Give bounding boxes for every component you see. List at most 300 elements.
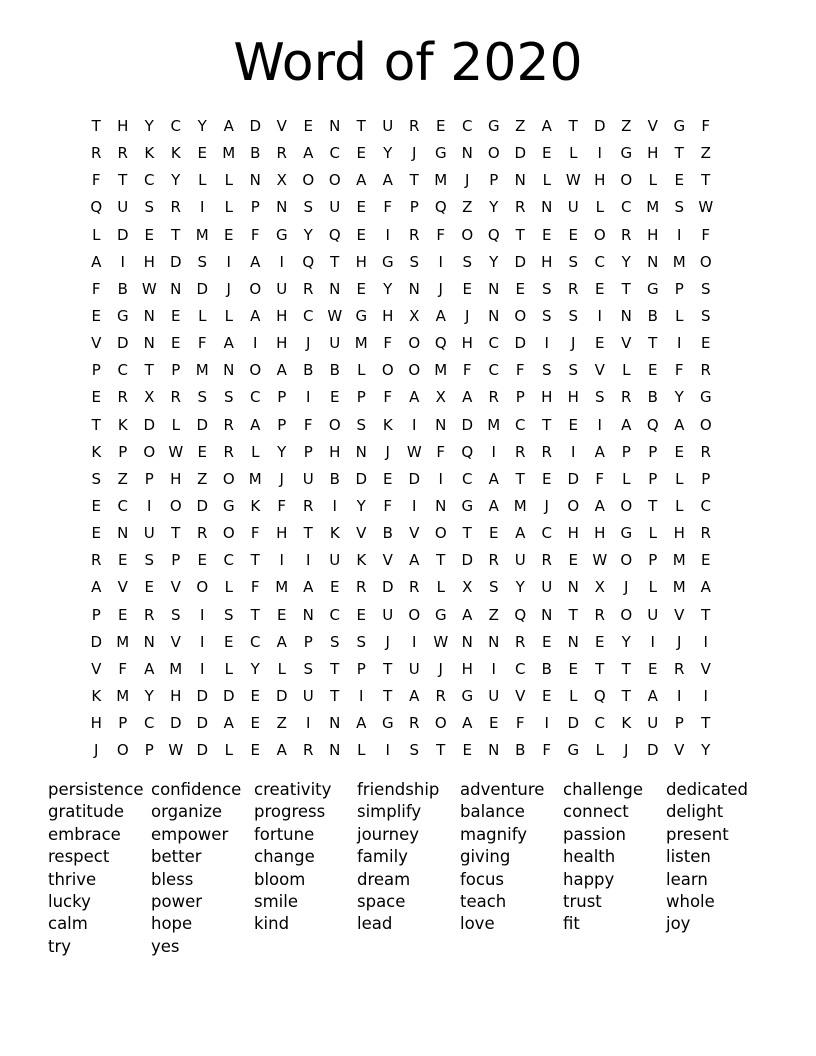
grid-letter[interactable]: F [515,714,525,733]
grid-letter[interactable]: G [222,496,235,515]
grid-letter[interactable]: N [541,605,553,624]
grid-letter[interactable]: C [117,361,128,380]
grid-letter[interactable]: N [408,279,420,298]
grid-letter[interactable]: C [329,605,340,624]
grid-letter[interactable]: X [435,388,446,407]
grid-letter[interactable]: A [276,361,287,380]
grid-letter[interactable]: I [200,659,205,678]
grid-letter[interactable]: P [91,361,101,380]
grid-letter[interactable]: S [568,252,579,271]
grid-letter[interactable]: Y [171,171,181,190]
grid-letter[interactable]: G [381,252,394,271]
grid-letter[interactable]: R [700,361,711,380]
grid-letter[interactable]: N [488,632,500,651]
grid-letter[interactable]: D [567,469,580,488]
grid-letter[interactable]: G [673,117,686,135]
grid-letter[interactable]: I [226,252,231,271]
grid-letter[interactable]: F [197,334,207,353]
grid-letter[interactable]: D [196,279,209,298]
grid-letter[interactable]: A [303,578,314,597]
grid-letter[interactable]: H [567,524,579,543]
grid-letter[interactable]: T [330,659,340,678]
grid-letter[interactable]: T [303,524,313,543]
grid-letter[interactable]: I [677,686,682,705]
grid-letter[interactable]: J [438,279,443,298]
grid-letter[interactable]: D [249,117,262,135]
grid-letter[interactable]: D [381,578,394,597]
grid-letter[interactable]: F [674,361,684,380]
grid-letter[interactable]: T [701,171,711,190]
grid-letter[interactable]: S [568,306,579,325]
grid-letter[interactable]: G [487,117,500,135]
grid-letter[interactable]: P [118,442,128,461]
grid-letter[interactable]: L [171,415,180,434]
grid-letter[interactable]: L [622,361,631,380]
grid-letter[interactable]: N [143,334,155,353]
grid-letter[interactable]: F [383,496,393,515]
grid-letter[interactable]: B [303,361,314,380]
grid-letter[interactable]: E [91,524,101,543]
grid-letter[interactable]: N [435,415,447,434]
grid-letter[interactable]: I [120,252,125,271]
grid-letter[interactable]: E [224,225,234,244]
grid-letter[interactable]: E [356,144,366,163]
grid-letter[interactable]: S [223,388,234,407]
grid-letter[interactable]: A [541,117,552,135]
grid-letter[interactable]: I [200,605,205,624]
grid-letter[interactable]: I [597,144,602,163]
grid-letter[interactable]: U [647,714,659,733]
grid-letter[interactable]: I [253,334,258,353]
grid-letter[interactable]: A [223,334,234,353]
grid-letter[interactable]: E [383,469,393,488]
grid-letter[interactable]: E [674,171,684,190]
grid-letter[interactable]: I [597,306,602,325]
grid-letter[interactable]: G [461,496,474,515]
grid-letter[interactable]: P [515,388,525,407]
grid-letter[interactable]: A [674,415,685,434]
grid-letter[interactable]: V [91,659,102,678]
grid-letter[interactable]: X [276,171,287,190]
grid-letter[interactable]: F [250,225,260,244]
grid-letter[interactable]: O [514,306,527,325]
grid-letter[interactable]: P [91,605,101,624]
grid-letter[interactable]: A [250,306,261,325]
grid-letter[interactable]: L [224,741,233,760]
grid-letter[interactable]: K [621,714,632,733]
grid-letter[interactable]: H [461,334,473,353]
grid-letter[interactable]: U [329,198,341,217]
grid-letter[interactable]: J [677,632,682,651]
grid-letter[interactable]: P [701,469,711,488]
grid-letter[interactable]: P [648,551,658,570]
grid-letter[interactable]: E [489,714,499,733]
grid-letter[interactable]: H [567,388,579,407]
grid-letter[interactable]: E [542,686,552,705]
grid-letter[interactable]: E [356,279,366,298]
grid-letter[interactable]: A [250,252,261,271]
grid-letter[interactable]: G [434,605,447,624]
grid-letter[interactable]: R [568,279,579,298]
grid-letter[interactable]: E [462,279,472,298]
grid-letter[interactable]: G [275,225,288,244]
grid-letter[interactable]: C [329,144,340,163]
grid-letter[interactable]: L [224,306,233,325]
grid-letter[interactable]: R [223,442,234,461]
grid-letter[interactable]: T [250,551,260,570]
grid-letter[interactable]: M [434,361,448,380]
grid-letter[interactable]: R [170,198,181,217]
grid-letter[interactable]: D [222,686,235,705]
grid-letter[interactable]: H [541,252,553,271]
grid-letter[interactable]: Y [621,632,631,651]
grid-letter[interactable]: R [303,741,314,760]
grid-letter[interactable]: B [647,388,658,407]
grid-letter[interactable]: A [647,686,658,705]
grid-letter[interactable]: T [144,361,154,380]
grid-letter[interactable]: N [143,306,155,325]
grid-letter[interactable]: S [303,659,314,678]
grid-letter[interactable]: F [91,171,101,190]
grid-letter[interactable]: B [515,741,526,760]
grid-letter[interactable]: C [223,551,234,570]
grid-letter[interactable]: O [302,171,315,190]
grid-letter[interactable]: C [515,415,526,434]
grid-letter[interactable]: R [594,605,605,624]
grid-letter[interactable]: D [169,714,182,733]
grid-letter[interactable]: V [356,524,367,543]
grid-letter[interactable]: E [462,741,472,760]
grid-letter[interactable]: J [279,469,284,488]
grid-letter[interactable]: T [701,714,711,733]
grid-letter[interactable]: N [355,442,367,461]
grid-letter[interactable]: K [356,551,367,570]
grid-letter[interactable]: I [200,198,205,217]
grid-letter[interactable]: P [621,442,631,461]
grid-letter[interactable]: F [383,334,393,353]
grid-letter[interactable]: N [567,578,579,597]
grid-letter[interactable]: P [674,714,684,733]
grid-letter[interactable]: O [249,361,262,380]
grid-letter[interactable]: O [699,252,712,271]
grid-letter[interactable]: S [700,306,711,325]
grid-letter[interactable]: E [648,659,658,678]
grid-letter[interactable]: D [196,496,209,515]
grid-letter[interactable]: C [541,524,552,543]
grid-letter[interactable]: J [412,144,417,163]
grid-letter[interactable]: U [382,605,394,624]
grid-letter[interactable]: Y [621,252,631,271]
grid-letter[interactable]: N [647,252,659,271]
grid-letter[interactable]: K [91,442,102,461]
grid-letter[interactable]: U [488,686,500,705]
grid-letter[interactable]: E [568,659,578,678]
grid-letter[interactable]: T [118,171,128,190]
grid-letter[interactable]: L [648,171,657,190]
grid-letter[interactable]: S [356,415,367,434]
grid-letter[interactable]: X [144,388,155,407]
grid-letter[interactable]: I [544,714,549,733]
grid-letter[interactable]: I [306,714,311,733]
grid-letter[interactable]: U [514,551,526,570]
grid-letter[interactable]: H [276,306,288,325]
grid-letter[interactable]: H [647,225,659,244]
grid-letter[interactable]: L [277,659,286,678]
grid-letter[interactable]: C [488,361,499,380]
grid-letter[interactable]: I [438,469,443,488]
grid-letter[interactable]: E [250,741,260,760]
grid-letter[interactable]: D [514,144,527,163]
grid-letter[interactable]: E [277,605,287,624]
grid-letter[interactable]: D [408,469,421,488]
grid-letter[interactable]: T [542,415,552,434]
grid-letter[interactable]: Y [303,225,313,244]
grid-letter[interactable]: U [329,334,341,353]
grid-letter[interactable]: J [571,334,576,353]
grid-letter[interactable]: E [171,334,181,353]
grid-letter[interactable]: L [675,306,684,325]
grid-letter[interactable]: P [250,198,260,217]
grid-letter[interactable]: J [465,171,470,190]
grid-letter[interactable]: Y [144,117,154,135]
grid-letter[interactable]: A [409,388,420,407]
grid-letter[interactable]: F [303,415,313,434]
grid-letter[interactable]: A [435,306,446,325]
grid-letter[interactable]: E [648,361,658,380]
grid-letter[interactable]: I [677,334,682,353]
grid-letter[interactable]: D [461,415,474,434]
grid-letter[interactable]: R [541,442,552,461]
grid-letter[interactable]: F [118,659,128,678]
grid-letter[interactable]: R [515,198,526,217]
grid-letter[interactable]: W [698,198,714,217]
grid-letter[interactable]: I [412,496,417,515]
grid-letter[interactable]: G [381,714,394,733]
grid-letter[interactable]: T [595,659,605,678]
grid-letter[interactable]: C [144,714,155,733]
grid-letter[interactable]: A [488,496,499,515]
grid-letter[interactable]: E [356,225,366,244]
grid-letter[interactable]: L [357,741,366,760]
grid-letter[interactable]: E [250,714,260,733]
grid-letter[interactable]: M [513,496,527,515]
grid-letter[interactable]: N [117,524,129,543]
grid-letter[interactable]: S [462,252,473,271]
grid-letter[interactable]: Z [515,117,526,135]
grid-letter[interactable]: N [329,279,341,298]
grid-letter[interactable]: L [224,198,233,217]
grid-letter[interactable]: R [541,551,552,570]
grid-letter[interactable]: I [650,632,655,651]
grid-letter[interactable]: C [488,334,499,353]
grid-letter[interactable]: G [699,388,712,407]
grid-letter[interactable]: R [223,415,234,434]
grid-letter[interactable]: R [91,551,102,570]
grid-letter[interactable]: E [144,225,154,244]
grid-letter[interactable]: L [648,524,657,543]
grid-letter[interactable]: O [169,496,182,515]
grid-letter[interactable]: R [303,496,314,515]
grid-letter[interactable]: N [223,361,235,380]
grid-letter[interactable]: G [461,686,474,705]
grid-letter[interactable]: M [487,415,501,434]
grid-letter[interactable]: N [461,144,473,163]
grid-letter[interactable]: O [593,225,606,244]
grid-letter[interactable]: O [620,496,633,515]
grid-letter[interactable]: V [382,551,393,570]
grid-letter[interactable]: N [276,198,288,217]
grid-letter[interactable]: D [461,551,474,570]
grid-letter[interactable]: A [276,632,287,651]
grid-letter[interactable]: E [542,469,552,488]
grid-letter[interactable]: M [672,578,686,597]
grid-letter[interactable]: V [647,117,658,135]
grid-letter[interactable]: P [409,198,419,217]
grid-letter[interactable]: E [197,144,207,163]
grid-letter[interactable]: F [250,578,260,597]
grid-letter[interactable]: F [462,361,472,380]
grid-letter[interactable]: D [196,741,209,760]
grid-letter[interactable]: A [488,469,499,488]
grid-letter[interactable]: I [147,496,152,515]
letter-grid[interactable] [83,113,719,764]
grid-letter[interactable]: P [648,469,658,488]
grid-letter[interactable]: L [648,578,657,597]
grid-letter[interactable]: D [196,415,209,434]
grid-letter[interactable]: Z [117,469,128,488]
grid-letter[interactable]: K [91,686,102,705]
grid-letter[interactable]: R [117,144,128,163]
grid-letter[interactable]: R [276,144,287,163]
grid-letter[interactable]: C [250,632,261,651]
grid-letter[interactable]: S [91,469,102,488]
grid-letter[interactable]: H [461,659,473,678]
grid-letter[interactable]: H [143,252,155,271]
grid-letter[interactable]: E [595,279,605,298]
grid-letter[interactable]: E [542,225,552,244]
grid-letter[interactable]: F [542,741,552,760]
grid-letter[interactable]: V [700,659,711,678]
grid-letter[interactable]: E [330,388,340,407]
grid-letter[interactable]: N [170,279,182,298]
grid-letter[interactable]: T [250,605,260,624]
grid-letter[interactable]: S [700,279,711,298]
grid-letter[interactable]: H [647,144,659,163]
grid-letter[interactable]: R [435,686,446,705]
grid-letter[interactable]: O [328,415,341,434]
grid-letter[interactable]: U [647,605,659,624]
grid-letter[interactable]: Z [700,144,711,163]
grid-letter[interactable]: T [436,551,446,570]
grid-letter[interactable]: E [595,632,605,651]
grid-letter[interactable]: O [196,578,209,597]
grid-letter[interactable]: E [224,632,234,651]
grid-letter[interactable]: A [462,388,473,407]
grid-letter[interactable]: T [91,117,101,135]
grid-letter[interactable]: E [674,442,684,461]
grid-letter[interactable]: D [143,415,156,434]
grid-letter[interactable]: N [249,171,261,190]
grid-letter[interactable]: T [568,605,578,624]
grid-letter[interactable]: T [462,524,472,543]
grid-letter[interactable]: M [248,469,262,488]
grid-letter[interactable]: R [515,442,526,461]
grid-letter[interactable]: B [541,659,552,678]
grid-letter[interactable]: H [170,469,182,488]
grid-letter[interactable]: J [544,496,549,515]
grid-letter[interactable]: C [462,117,473,135]
grid-letter[interactable]: I [412,632,417,651]
grid-letter[interactable]: T [409,171,419,190]
grid-letter[interactable]: L [198,171,207,190]
grid-letter[interactable]: L [595,198,604,217]
grid-letter[interactable]: D [567,714,580,733]
grid-letter[interactable]: A [223,117,234,135]
grid-letter[interactable]: T [674,144,684,163]
grid-letter[interactable]: Q [461,442,474,461]
grid-letter[interactable]: R [700,442,711,461]
grid-letter[interactable]: N [143,632,155,651]
grid-letter[interactable]: O [222,524,235,543]
grid-letter[interactable]: S [197,252,208,271]
grid-letter[interactable]: L [542,171,551,190]
grid-letter[interactable]: D [116,334,129,353]
grid-letter[interactable]: G [620,144,633,163]
grid-letter[interactable]: P [277,388,287,407]
grid-letter[interactable]: W [168,442,184,461]
grid-letter[interactable]: O [567,496,580,515]
grid-letter[interactable]: M [275,578,289,597]
grid-letter[interactable]: L [251,442,260,461]
grid-letter[interactable]: R [515,632,526,651]
grid-letter[interactable]: S [541,279,552,298]
grid-letter[interactable]: B [647,306,658,325]
grid-letter[interactable]: R [409,117,420,135]
grid-letter[interactable]: Y [489,252,499,271]
grid-letter[interactable]: V [674,741,685,760]
grid-letter[interactable]: Q [514,605,527,624]
grid-letter[interactable]: Q [302,252,315,271]
grid-letter[interactable]: N [302,605,314,624]
grid-letter[interactable]: Y [250,659,260,678]
grid-letter[interactable]: A [594,442,605,461]
grid-letter[interactable]: V [409,524,420,543]
grid-letter[interactable]: E [515,279,525,298]
grid-letter[interactable]: P [303,442,313,461]
grid-letter[interactable]: E [171,306,181,325]
grid-letter[interactable]: V [170,578,181,597]
grid-letter[interactable]: V [594,361,605,380]
grid-letter[interactable]: N [329,741,341,760]
grid-letter[interactable]: L [622,469,631,488]
grid-letter[interactable]: P [674,279,684,298]
grid-letter[interactable]: L [675,469,684,488]
grid-letter[interactable]: I [306,551,311,570]
grid-letter[interactable]: E [489,524,499,543]
grid-letter[interactable]: O [408,334,421,353]
grid-letter[interactable]: T [648,334,658,353]
grid-letter[interactable]: H [329,442,341,461]
grid-letter[interactable]: T [621,279,631,298]
grid-letter[interactable]: P [171,361,181,380]
grid-letter[interactable]: O [699,415,712,434]
grid-letter[interactable]: W [565,171,581,190]
grid-letter[interactable]: C [303,306,314,325]
grid-letter[interactable]: N [461,632,473,651]
grid-letter[interactable]: G [567,741,580,760]
grid-letter[interactable]: E [118,551,128,570]
grid-letter[interactable]: N [620,306,632,325]
